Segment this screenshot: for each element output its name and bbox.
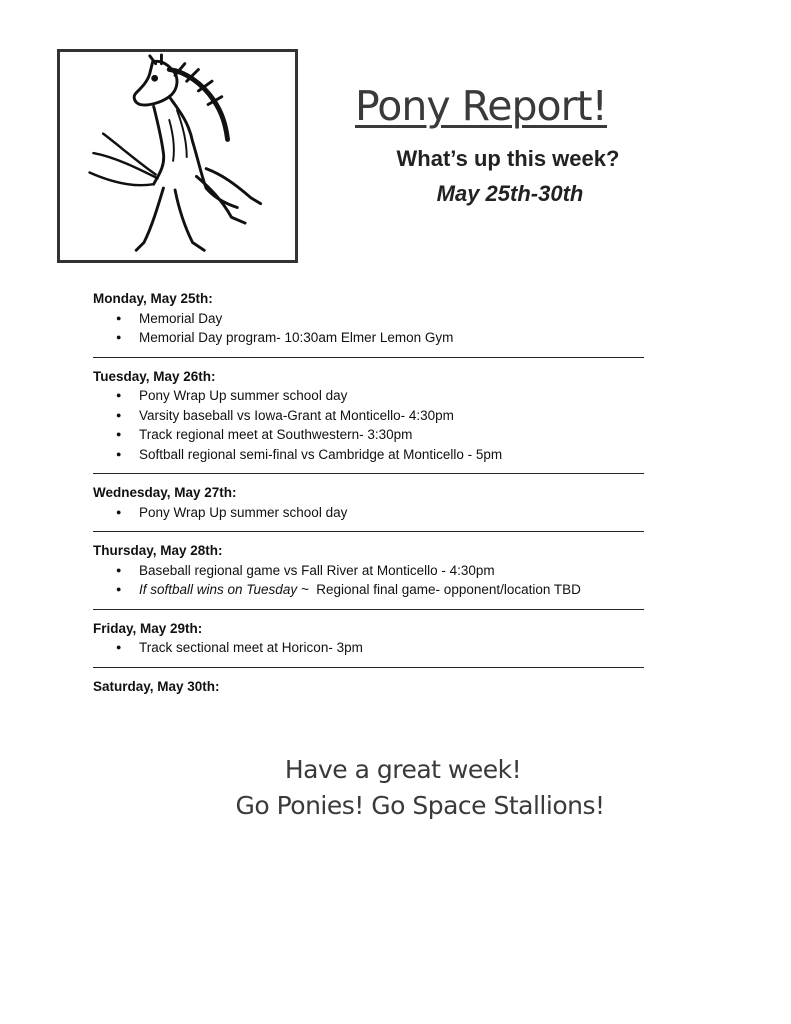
closing-line-2: Go Ponies! Go Space Stallions! <box>235 791 605 820</box>
event-list <box>93 386 653 464</box>
list-item-conditional <box>93 580 653 600</box>
section-divider <box>93 667 644 668</box>
day-heading: Monday, May 25th: <box>93 291 213 306</box>
list-item: ● Track sectional meet at Horicon- 3pm <box>93 638 653 658</box>
day-heading: Wednesday, May 27th: <box>93 485 237 500</box>
event-condition: If softball wins on Tuesday ~ <box>139 582 309 597</box>
list-item: ● Track regional meet at Southwestern- 3:30pm <box>93 425 653 445</box>
mustang-logo <box>57 49 298 263</box>
section-divider <box>93 473 644 474</box>
date-range: May 25th-30th <box>436 181 584 206</box>
day-heading: Tuesday, May 26th: <box>93 368 216 384</box>
mustang-icon <box>60 52 295 260</box>
day-section-monday <box>93 289 653 348</box>
page-title: Pony Report! <box>355 82 607 130</box>
section-divider <box>93 357 644 358</box>
closing-line-1: Have a great week! <box>284 755 522 784</box>
list-item: ● Varsity baseball vs Iowa-Grant at Monticello- 4:30pm <box>93 406 653 426</box>
section-divider <box>93 609 644 610</box>
day-heading: Thursday, May 28th: <box>93 543 223 558</box>
event-list <box>93 309 653 348</box>
list-item: ● Baseball regional game vs Fall River at Monticello - 4:30pm <box>93 561 653 581</box>
list-item: ● Memorial Day program- 10:30am Elmer Lemon Gym <box>93 328 653 348</box>
day-section-wednesday <box>93 483 653 522</box>
day-heading: Saturday, May 30th: <box>93 678 220 694</box>
list-item: ● Pony Wrap Up summer school day <box>93 503 653 523</box>
section-divider <box>93 531 644 532</box>
list-item: ● Pony Wrap Up summer school day <box>93 386 653 406</box>
event-list <box>93 503 653 523</box>
event-text: Regional final game- opponent/location TBD <box>316 582 581 597</box>
day-section-thursday <box>93 541 653 600</box>
day-section-friday <box>93 619 653 658</box>
list-item: ● Memorial Day <box>93 309 653 329</box>
list-item: ● Softball regional semi-final vs Cambridge at Monticello - 5pm <box>93 445 653 465</box>
day-heading: Friday, May 29th: <box>93 620 203 636</box>
day-section-tuesday <box>93 367 653 465</box>
event-list <box>93 638 653 658</box>
page-subtitle: What’s up this week? <box>396 146 620 171</box>
weekly-schedule <box>93 289 653 696</box>
day-section-saturday <box>93 677 653 697</box>
event-list <box>93 561 653 600</box>
